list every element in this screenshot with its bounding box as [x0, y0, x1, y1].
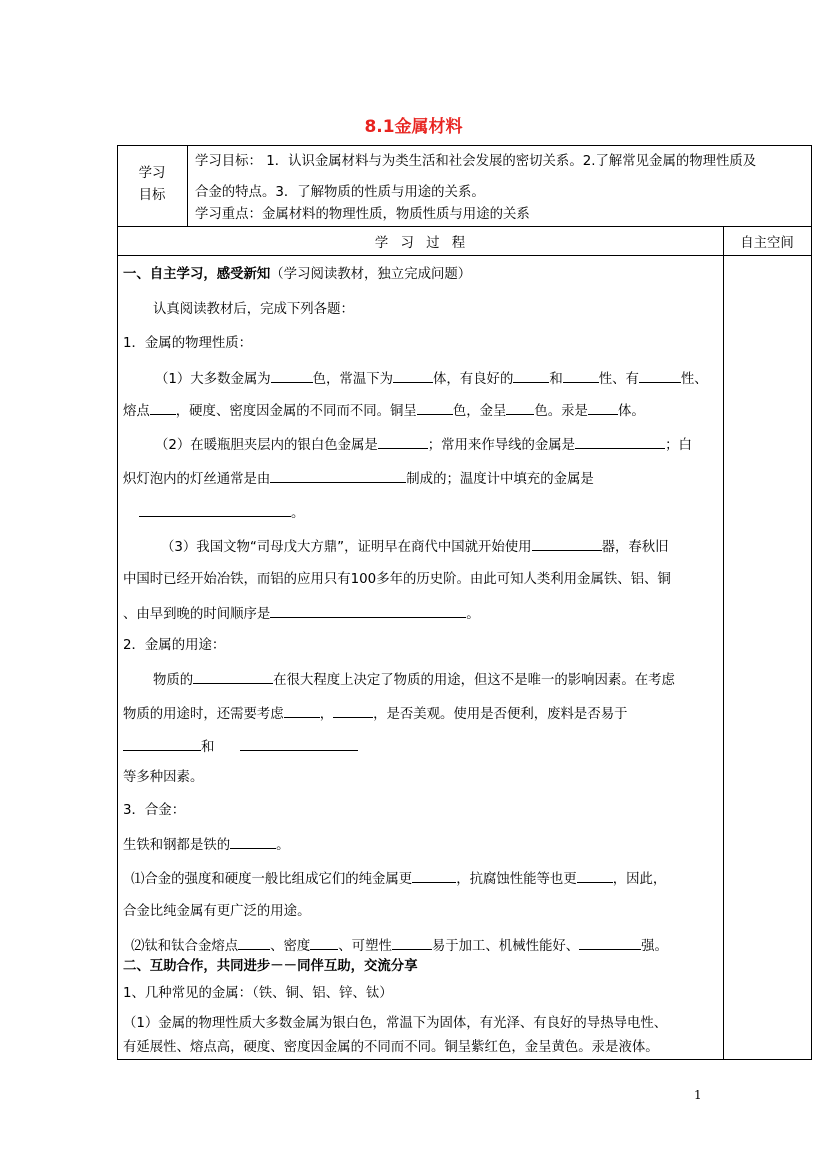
q1-title: 1．金属的物理性质： — [123, 336, 253, 351]
q4-text: 和 — [201, 740, 215, 755]
section1-heading-note: （学习阅读教材，独立完成问题） — [270, 267, 472, 282]
q2-text: ；白 — [665, 438, 692, 453]
q5-text: 强。 — [641, 939, 668, 954]
section2-line3: 有延展性、熔点高，硬度、密度因金属的不同而不同。铜呈紫红色，金呈黄色。汞是液体。 — [123, 1040, 659, 1055]
q1-text: 色，常温下为 — [312, 372, 393, 387]
q5-text: 、可塑性 — [338, 939, 392, 954]
q2-text: 制成的；温度计中填充的金属是 — [406, 472, 594, 487]
q1-text: 色，金呈 — [452, 404, 507, 419]
objectives-label-line1: 学习 — [138, 166, 166, 181]
blank — [230, 836, 276, 849]
q5-line-a — [123, 836, 290, 854]
q4-line-b — [123, 705, 628, 723]
section2-line1: 1、几种常见的金属：（铁、铜、铝、锌、钛） — [123, 986, 393, 1001]
q2-text: ；常用来作导线的金属是 — [427, 438, 576, 453]
q3-text: 。 — [466, 607, 480, 622]
q1-text: 性、 — [680, 372, 708, 387]
q2-text: 炽灯泡内的灯丝通常是由 — [123, 472, 271, 487]
blank — [532, 538, 602, 551]
space-header: 自主空间 — [740, 236, 794, 251]
q1-line-a — [155, 370, 708, 388]
q5-line-d — [131, 937, 668, 955]
q4-line-a — [153, 671, 675, 689]
section2-line2: （1）金属的物理性质大多数金属为银白色，常温下为固体，有光泽、有良好的导热导电性、 — [123, 1016, 668, 1031]
q1-line-b — [123, 402, 645, 420]
q5-text: ⑴合金的强度和硬度一般比组成它们的纯金属更 — [131, 872, 413, 887]
objectives-line1: 学习目标： 1．认识金属材料与为类生活和社会发展的密切关系。2.了解常见金属的物理性质及 — [195, 154, 757, 169]
q3-text: 器，春秋旧 — [601, 540, 669, 555]
blank — [393, 370, 433, 383]
blank — [238, 937, 270, 950]
q2-line-c — [139, 504, 304, 522]
blank — [412, 870, 456, 883]
blank — [513, 370, 549, 383]
table-rule-objectives — [117, 226, 812, 227]
q1-text: （1）大多数金属为 — [155, 372, 271, 387]
q2-line-b — [123, 470, 594, 488]
q5-text: ，抗腐蚀性能等也更 — [456, 872, 577, 887]
worksheet-table — [117, 145, 812, 1059]
blank — [378, 436, 428, 449]
q4-line-d: 等多种因素。 — [123, 770, 204, 785]
blank — [284, 705, 320, 718]
document-title: 8.1金属材料 — [364, 117, 463, 137]
blank — [417, 402, 453, 415]
q5-text: 、密度 — [270, 939, 311, 954]
objectives-line2: 合金的特点。3．了解物质的性质与用途的关系。 — [195, 185, 485, 200]
q1-text: 色。汞是 — [534, 404, 588, 419]
table-border-right — [811, 145, 812, 1059]
q1-text: 体。 — [617, 404, 645, 419]
section1-heading-bold: 一、自主学习，感受新知 — [123, 267, 271, 282]
blank — [392, 937, 432, 950]
process-header: 学 习 过 程 — [374, 236, 466, 251]
blank — [563, 370, 599, 383]
blank — [271, 370, 313, 383]
blank — [579, 937, 641, 950]
q5-text: ，因此， — [612, 872, 667, 887]
q2-line-a — [155, 436, 692, 454]
q1-text: 性、有 — [598, 372, 639, 387]
blank — [506, 402, 534, 415]
table-border-top — [117, 145, 812, 146]
table-border-bottom — [117, 1059, 812, 1060]
q1-text: 体，有良好的 — [433, 372, 514, 387]
q3-text: 、由早到晚的时间顺序是 — [123, 607, 271, 622]
q2-text: （2）在暖瓶胆夹层内的银白色金属是 — [155, 438, 378, 453]
key-points-line: 学习重点：金属材料的物理性质，物质性质与用途的关系 — [195, 207, 530, 222]
q5-text: 易于加工、机械性能好、 — [431, 939, 580, 954]
q4-text: 在很大程度上决定了物质的用途，但这不是唯一的影响因素。在考虑 — [273, 673, 675, 688]
q4-text: 物质的 — [153, 673, 194, 688]
blank — [639, 370, 681, 383]
q3-text: （3）我国文物“司母戊大方鼎”，证明早在商代中国就开始使用 — [161, 540, 532, 555]
section1-heading — [123, 267, 471, 283]
q4-title: 2．金属的用途： — [123, 638, 226, 653]
q5-line-c: 合金比纯金属有更广泛的用途。 — [123, 904, 311, 919]
blank — [150, 402, 176, 415]
blank — [193, 671, 273, 684]
blank — [577, 870, 613, 883]
blank — [333, 705, 373, 718]
q1-text: ，硬度、密度因金属的不同而不同。铜呈 — [175, 404, 417, 419]
q4-text: 物质的用途时，还需要考虑 — [123, 707, 284, 722]
q5-text: ⑵钛和钛合金熔点 — [131, 939, 239, 954]
q3-line-b: 中国时已经开始冶铁，而铝的应用只有100多年的历史阶。由此可知人类利用金属铁、铝、铜 — [123, 572, 671, 587]
q3-line-a — [161, 538, 669, 556]
blank — [310, 937, 338, 950]
blank — [139, 504, 291, 517]
section2-heading: 二、互助合作，共同进步－－同伴互助，交流分享 — [123, 959, 418, 974]
blank — [270, 470, 406, 483]
objectives-label-line2: 目标 — [138, 188, 166, 203]
blank — [575, 436, 665, 449]
q5-text: 生铁和钢都是铁的 — [123, 838, 231, 853]
q2-text: 。 — [291, 506, 305, 521]
q5-line-b — [131, 870, 666, 888]
q3-line-c — [123, 605, 480, 623]
q1-text: 和 — [549, 372, 563, 387]
blank — [270, 605, 466, 618]
table-rule-header — [117, 255, 812, 256]
q5-text: 。 — [276, 838, 290, 853]
table-border-left — [117, 145, 118, 1059]
q4-text: ，是否美观。使用是否便利，废料是否易于 — [373, 707, 628, 722]
blank — [123, 738, 201, 751]
page-number: 1 — [694, 1088, 702, 1102]
table-rule-space — [723, 226, 724, 1059]
q4-text: ， — [319, 707, 334, 722]
q5-title: 3．合金： — [123, 803, 186, 818]
q1-text: 熔点 — [123, 404, 150, 419]
table-rule-label — [187, 145, 188, 226]
blank — [588, 402, 618, 415]
section1-intro: 认真阅读教材后，完成下列各题： — [153, 302, 354, 317]
q4-line-c — [123, 738, 358, 756]
blank — [240, 738, 358, 751]
